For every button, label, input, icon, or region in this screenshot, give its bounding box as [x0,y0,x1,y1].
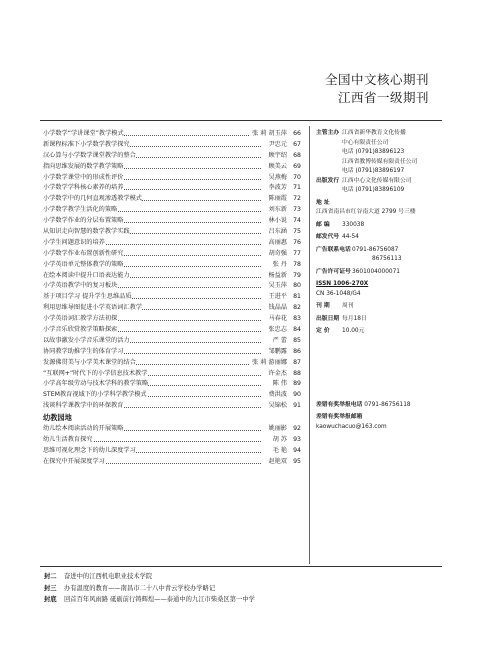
toc-entry-author: 杨益新 [266,271,287,282]
toc-entry-title: 基于项目学习 提升学生思维品质 [43,292,132,303]
info-value: 3601004000071 [352,268,400,275]
toc-entry-title: 小学数学“学讲课堂”教学模式 [43,129,124,140]
toc-entry-author: 赵艳双 [266,457,287,468]
toc-entry-title: “互联网+”时代下的小学信息技术教学 [43,369,147,380]
section-title-kindergarten: 幼教园地 [43,413,72,423]
toc-entry-page: 70 [293,173,301,184]
toc-entry-title: 以故事激发小学音乐课堂的活力 [43,336,130,347]
toc-entry-author: 林小说 [266,216,287,227]
info-label: 出版发行 [316,177,340,184]
info-label: 差错有奖举报电话 [316,401,363,408]
info-value: 江西省南昌市红谷南大道 2799 号三楼 [316,209,416,215]
toc-entry[interactable] [43,435,307,446]
toc-entry-title: 小学数学中的几何直观渗透教学模式 [43,194,142,205]
toc-entry-page: 90 [293,390,301,401]
toc-entry-author: 姚丽影 [266,424,287,435]
toc-entry-title: 幼儿绘本阅读活动的开展策略 [43,424,123,435]
toc-entry-title: 在绘本阅读中提升口语表达能力 [43,271,130,282]
toc-entry-page: 74 [293,216,301,227]
toc-entry[interactable] [43,325,307,336]
toc-entry-page: 80 [293,281,301,292]
toc-entry-title: 在探究中开展深度学习 [43,457,105,468]
toc-list-kindergarten [43,424,307,468]
info-label: 广告联系电话 [316,246,351,253]
toc-entry-title: 思维可视化理念下的幼儿深度学习 [43,446,136,457]
info-value: 周刊 [342,303,354,309]
info-value: (0791)83896123 [355,149,405,155]
toc-entry-page: 73 [293,205,301,216]
info-value [342,167,448,177]
toc-entry-author: 胡 苏 [271,435,287,446]
toc-entry-author: 尹忠元 [266,140,287,151]
toc-entry-page: 78 [293,260,301,271]
toc-entry-page: 95 [293,457,301,468]
toc-entry-title: 汉心算与小学数学课堂教学的整合 [43,151,136,162]
cover-label: 封三 [44,584,57,592]
toc-entry-title: 小学高年级劳动与技术学科的教学策略 [43,379,148,390]
info-value: (0791)83896109 [355,187,405,193]
toc-entry[interactable] [43,336,307,347]
info-label: 邮发代号 [316,234,340,240]
info-label: 差错有奖举报邮箱 [316,414,363,420]
toc-entry[interactable] [43,173,307,184]
toc-entry-page: 82 [293,303,301,314]
toc-entry-page: 86 [293,347,301,358]
info-value: 每月18日 [342,315,367,322]
toc-entry-title: STEM教育视域下的小学科学教学模式 [43,390,147,401]
cover-label: 封二 [44,573,57,580]
info-value: 江西中心文化传媒有限公司 [342,177,412,184]
info-value: 10.00元 [342,328,365,334]
cover-item [44,571,255,583]
toc-entry-page: 84 [293,325,301,336]
toc-entry[interactable] [43,151,307,162]
toc-entry-title: 小学数学课堂中的形成性评价 [43,173,123,184]
toc-entry-page: 66 [293,129,301,140]
toc-entry-author: 王进平 [266,292,287,303]
top-divider [40,120,442,121]
toc-entry[interactable] [43,369,307,380]
table-of-contents [43,129,307,468]
toc-entry-page: 71 [293,183,301,194]
info-value: 江西省教博传媒有限责任公司 [342,158,418,165]
toc-entry[interactable] [43,303,307,314]
info-value: 江西省新华教育文化传播 [342,130,406,136]
toc-entry-title: 小学音乐欣赏教学策略探索 [43,325,117,336]
cover-item [44,583,255,595]
toc-entry-title: 小学数学作业的分层布置策略 [43,216,123,227]
toc-entry-author: 许金杰 [266,369,287,380]
toc-entry-author: 高丽惠 [266,238,287,249]
toc-entry[interactable] [43,347,307,358]
toc-entry-author: 刘东新 [266,205,287,216]
toc-entry[interactable] [43,390,307,401]
toc-list-main [43,129,307,412]
toc-entry-page: 92 [293,424,301,435]
cover-text: 办有温度的教育——南昌市二十八中青云学校办学略记 [64,584,216,592]
bottom-divider [40,566,442,567]
info-label: 电话 [342,149,354,155]
toc-entry[interactable] [43,292,307,303]
toc-entry-author: 顾宇绍 [266,151,287,162]
toc-entry-author: 张 丹 [271,260,287,271]
cover-text: 回首百年风雨路 砥砺前行铸辉煌——泰通中的九江市柴桑区第一中学 [64,596,255,603]
info-value: 86756113 [372,256,402,262]
toc-entry-page: 87 [293,358,301,369]
toc-entry-author: 吴锦松 [266,401,287,412]
issn-number: ISSN 1006-270X [316,281,369,287]
toc-entry-author: 吕东涵 [266,227,287,238]
toc-entry-page: 67 [293,140,301,151]
toc-entry-author: 李波芳 [266,183,287,194]
toc-entry-author: 钱晶晶 [266,303,287,314]
toc-entry-page: 81 [293,292,301,303]
toc-entry-title: 小学英语单元整体教学的策略 [43,260,123,271]
complaint-email[interactable]: kaowuchacuo@163.com [316,423,387,430]
journal-rank-line2: 江西省一级期刊 [337,90,429,105]
toc-entry[interactable] [43,401,307,412]
info-value: 0791-86756118 [364,401,411,408]
toc-entry[interactable] [43,227,307,238]
info-label: 刊 期 [316,303,330,309]
toc-entry-title: 小学生问题意识的培养 [43,238,105,249]
toc-entry[interactable] [43,457,307,468]
toc-entry-title: 发源佛贯美与小学美术课堂的结合 [43,358,136,369]
toc-entry-author: 陈丽霞 [266,194,287,205]
toc-entry[interactable] [43,216,307,227]
toc-entry-author: 陈 伟 [271,379,287,390]
publication-info [316,129,448,432]
toc-entry-title: 小学数学作业布置创新性研究 [43,249,123,260]
toc-entry[interactable] [43,314,307,325]
toc-entry-title: 新课程标准下小学数学教学探究 [43,140,130,151]
toc-entry[interactable] [43,194,307,205]
info-label: 地 址 [316,199,330,206]
info-value [342,148,448,158]
toc-entry-title: 小学数学教学生活化的策略 [43,205,117,216]
toc-entry[interactable] [43,379,307,390]
info-value: 中心有限责任公司 [342,139,389,146]
info-label: 出版日期 [316,315,340,322]
toc-entry[interactable] [43,260,307,271]
toc-entry[interactable] [43,183,307,194]
info-value [342,186,448,196]
toc-entry[interactable] [43,271,307,282]
toc-entry-title: 从知识走向智慧的数学教学实践 [43,227,130,238]
toc-entry-author: 张 莉 游丽娜 [250,358,287,369]
toc-entry[interactable] [43,424,307,435]
info-label: 邮 编 [316,221,330,228]
journal-rank-line1: 全国中文核心期刊 [324,72,429,87]
info-label: 电话 [342,187,354,193]
toc-entry-author: 吴玉萍 [266,281,287,292]
cover-list [44,571,255,606]
toc-entry-author: 邹鹏露 [266,347,287,358]
cover-item [44,594,255,606]
toc-entry-page: 93 [293,435,301,446]
toc-entry-page: 76 [293,238,301,249]
toc-entry[interactable] [43,205,307,216]
info-label: 广告许可证号 [316,268,351,275]
toc-entry-page: 94 [293,446,301,457]
toc-entry[interactable] [43,358,307,369]
toc-entry[interactable] [43,281,307,292]
toc-entry[interactable] [43,129,307,140]
toc-entry-page: 69 [293,162,301,173]
toc-entry-page: 88 [293,369,301,380]
toc-entry-author: 顾美云 [266,162,287,173]
toc-entry-page: 72 [293,194,301,205]
toc-entry-author: 严 蕾 [271,336,287,347]
toc-entry-author: 胡奇强 [266,249,287,260]
toc-entry[interactable] [43,140,307,151]
toc-entry[interactable] [43,249,307,260]
info-label: 主管主办 [316,130,340,136]
toc-entry-title: 利用思维导图促进小学英语词汇教学 [43,303,142,314]
toc-entry-author: 马春花 [266,314,287,325]
toc-entry-page: 77 [293,249,301,260]
info-label: 定 价 [316,328,330,334]
info-value: 330038 [342,221,365,228]
info-label: 电话 [342,168,354,174]
column-divider [309,126,310,564]
toc-entry-page: 89 [293,379,301,390]
toc-entry[interactable] [43,238,307,249]
toc-entry-author: 张 莉 胡玉萍 [250,129,287,140]
toc-entry-title: 小学数学学科核心素养的培养 [43,183,123,194]
toc-entry-page: 91 [293,401,301,412]
info-value: 0791-86756087 [352,246,399,253]
toc-entry-author: 费洪波 [266,390,287,401]
toc-entry-page: 85 [293,336,301,347]
toc-entry-page: 83 [293,314,301,325]
info-value: 44-54 [342,234,359,240]
toc-entry-title: 指向思维发展的数学教学策略 [43,162,123,173]
toc-entry[interactable] [43,162,307,173]
toc-entry-title: 小学英语教学中的复习板块 [43,281,117,292]
toc-entry-author: 张忠志 [266,325,287,336]
toc-entry-page: 75 [293,227,301,238]
toc-entry-title: 小学英语词汇教学方法初探 [43,314,117,325]
cover-label: 封底 [44,596,57,603]
cn-number: CN 36-1048/G4 [316,290,361,297]
toc-entry-author: 毛 艳 [271,446,287,457]
toc-entry-page: 79 [293,271,301,282]
toc-entry-title: 协同教学助推学生的体育学习 [43,347,123,358]
toc-entry-author: 吴燕梅 [266,173,287,184]
toc-entry[interactable] [43,446,307,457]
cover-text: 奋进中的江西机电职业技术学院 [64,573,153,580]
toc-entry-title: 浅谈科学课教学中的环保教育 [43,401,123,412]
toc-entry-title: 幼儿生活教育探究 [43,435,93,446]
info-value: (0791)83896197 [355,168,405,174]
toc-entry-page: 68 [293,151,301,162]
